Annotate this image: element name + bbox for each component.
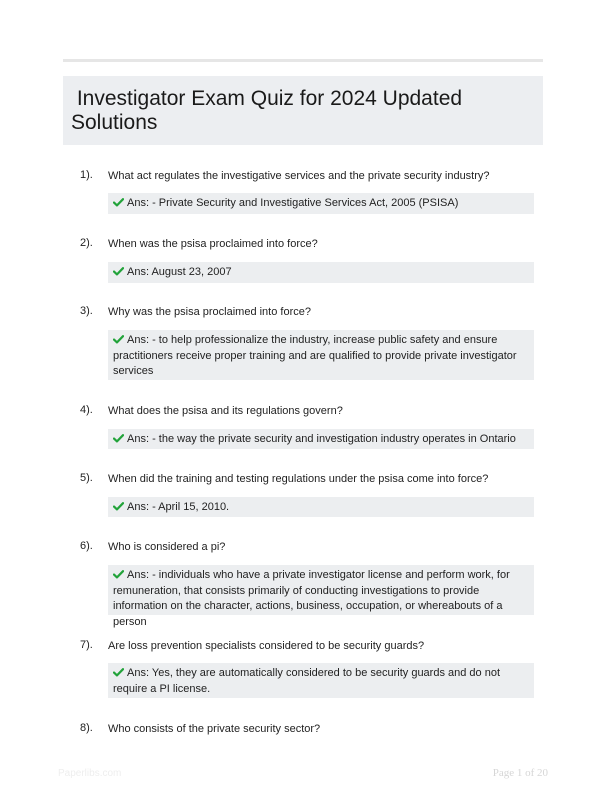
document-title: Investigator Exam Quiz for 2024 Updated Solutions	[71, 87, 463, 134]
question-number: 5).	[80, 472, 93, 484]
answer-1	[108, 193, 534, 214]
check-icon	[113, 502, 124, 511]
answer-text: Ans: - individuals who have a private investigator license and perform work, for remuneration, that consists primarily of conducting investigations to provide information on the character, actions, business, occupation, or whereabouts of a person	[113, 569, 510, 628]
check-icon	[113, 668, 124, 677]
answer-5	[108, 497, 534, 517]
answer-4	[108, 429, 534, 449]
answer-2	[108, 262, 534, 283]
question-text: Are loss prevention specialists considered to be security guards?	[108, 640, 425, 652]
top-divider	[63, 59, 543, 62]
question-number: 3).	[80, 305, 93, 317]
answer-text: Ans: - April 15, 2010.	[127, 501, 230, 513]
question-text: Who consists of the private security sector?	[108, 723, 321, 735]
page-number: Page 1 of 20	[492, 767, 548, 779]
question-text: Who is considered a pi?	[108, 541, 226, 553]
question-number: 8).	[80, 722, 93, 734]
question-number: 1).	[80, 169, 93, 181]
question-number: 6).	[80, 540, 93, 552]
check-icon	[113, 570, 124, 579]
footer-watermark: Paperlibs.com	[58, 768, 122, 779]
answer-text: Ans: - Private Security and Investigative Services Act, 2005 (PSISA)	[127, 197, 459, 209]
answer-text: Ans: - to help professionalize the industry, increase public safety and ensure practitioners receive proper training and are qualified to provide private investigator services	[113, 334, 517, 377]
answer-text: Ans: - the way the private security and investigation industry operates in Ontario	[127, 433, 516, 445]
answer-text: Ans: August 23, 2007	[127, 266, 232, 278]
question-number: 4).	[80, 404, 93, 416]
title-banner	[63, 76, 543, 145]
answer-3	[108, 330, 534, 380]
answer-6	[108, 565, 534, 628]
question-number: 2).	[80, 237, 93, 249]
check-icon	[113, 434, 124, 443]
question-text: Why was the psisa proclaimed into force?	[108, 306, 311, 318]
question-text: What does the psisa and its regulations govern?	[108, 405, 343, 417]
question-text: What act regulates the investigative services and the private security industry?	[108, 170, 490, 182]
question-text: When was the psisa proclaimed into force?	[108, 238, 318, 250]
check-icon	[113, 335, 124, 344]
answer-7	[108, 663, 534, 698]
question-text: When did the training and testing regulations under the psisa come into force?	[108, 473, 489, 485]
question-number: 7).	[80, 639, 93, 651]
answer-text: Ans: Yes, they are automatically considered to be security guards and do not require a PI license.	[113, 667, 501, 695]
check-icon	[113, 267, 124, 276]
check-icon	[113, 198, 124, 207]
